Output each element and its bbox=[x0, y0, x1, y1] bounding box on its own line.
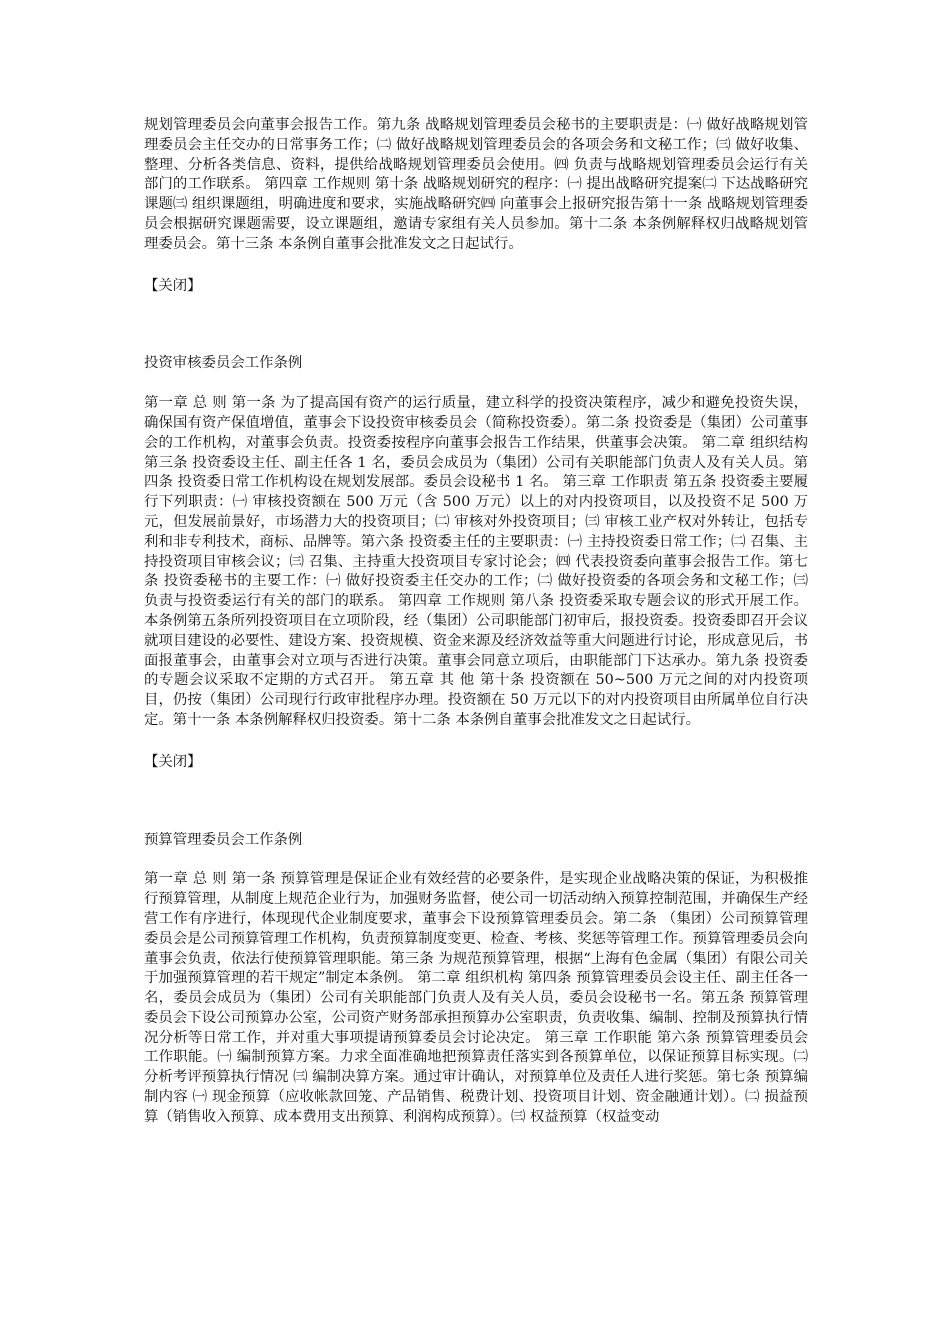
close-link-1[interactable]: 【关闭】 bbox=[144, 277, 202, 294]
section-2-body: 第一章 总 则 第一条 为了提高国有资产的运行质量，建立科学的投资决策程序，减少和避免投资失误，确保国有资产保值增值，董事会下设投资审核委员会（简称投资委）。第二条 投资委是（集团）公司董事会的工作机构，对董事会负责。投资委按程序向董事会报告工作结果，供董事会决策。 第二章 组织结构 第三条 投资委设主任、副主任各 1 名，委员会成员为（集团）公司有关职能部门负责人及有关人员。第四条 投资委日常工作机构设在规划发展部。委员会设秘书 1 名。 第三章 工作职责 第五条 投资委主要履行下列职责：㈠ 审核投资额在 500 万元（含 500 万元）以上的对内投资项目，以及投资不足 500 万元，但发展前景好，市场潜力大的投资项目；㈡ 审核对外投资项目；㈢ 审核工业产权对外转让，包括专利和非专利技术，商标、品牌等。第六条 投资委主任的主要职责：㈠ 主持投资委日常工作；㈡ 召集、主持投资项目审核会议；㈢ 召集、主持重大投资项目专家讨论会；㈣ 代表投资委向董事会报告工作。第七条 投资委秘书的主要工作：㈠ 做好投资委主任交办的工作；㈡ 做好投资委的各项会务和文秘工作；㈢ 负责与投资委运行有关的部门的联系。 第四章 工作规则 第八条 投资委采取专题会议的形式开展工作。本条例第五条所列投资项目在立项阶段，经（集团）公司职能部门初审后，报投资委。投资委即召开会议就项目建设的必要性、建设方案、投资规模、资金来源及经济效益等重大问题进行讨论，形成意见后，书面报董事会，由董事会对立项与否进行决策。董事会同意立项后，由职能部门下达承办。第九条 投资委的专题会议采取不定期的方式召开。 第五章 其 他 第十条 投资额在 50~500 万元之间的对内投资项目，仍按（集团）公司现行行政审批程序办理。投资额在 50 万元以下的对内投资项目由所属单位自行决定。第十一条 本条例解释权归投资委。第十二条 本条例自董事会批准发文之日起试行。 bbox=[144, 395, 808, 728]
section-2-title: 投资审核委员会工作条例 bbox=[144, 355, 303, 372]
section-1-body: 规划管理委员会向董事会报告工作。第九条 战略规划管理委员会秘书的主要职责是：㈠ 做好战略规划管理委员会主任交办的日常事务工作；㈡ 做好战略规划管理委员会的各项会务和文秘工作；㈢ 做好收集、整理、分析各类信息、资料，提供给战略规划管理委员会使用。㈣ 负责与战略规划管理委员会运行有关部门的工作联系。 第四章 工作规则 第十条 战略规划研究的程序：㈠ 提出战略研究提案㈡ 下达战略研究课题㈢ 组织课题组，明确进度和要求，实施战略研究㈣ 向董事会上报研究报告第十一条 战略规划管理委员会根据研究课题需要，设立课题组，邀请专家组有关人员参加。第十二条 本条例解释权归战略规划管理委员会。第十三条 本条例自董事会批准发文之日起试行。 bbox=[144, 117, 808, 252]
document-page bbox=[144, 116, 808, 1128]
section-3-body: 第一章 总 则 第一条 预算管理是保证企业有效经营的必要条件，是实现企业战略决策的保证，为积极推行预算管理，从制度上规范企业行为，加强财务监督，使公司一切活动纳入预算控制范围，并确保生产经营工作有序进行，体现现代企业制度要求，董事会下设预算管理委员会。第二条 （集团）公司预算管理委员会是公司预算管理工作机构，负责预算制度变更、检查、考核、奖惩等管理工作。预算管理委员会向董事会负责，依法行使预算管理职能。第三条 为规范预算管理，根据“上海有色金属（集团）有限公司关于加强预算管理的若干规定”制定本条例。 第二章 组织机构 第四条 预算管理委员会设主任、副主任各一名，委员会成员为（集团）公司有关职能部门负责人及有关人员，委员会设秘书一名。第五条 预算管理委员会下设公司预算办公室，公司资产财务部承担预算办公室职责，负责收集、编制、控制及预算执行情况分析等日常工作，并对重大事项提请预算委员会讨论决定。 第三章 工作职能 第六条 预算管理委员会工作职能。㈠ 编制预算方案。力求全面准确地把预算责任落实到各预算单位，以保证预算目标实现。㈡ 分析考评预算执行情况 ㈢ 编制决算方案。通过审计确认，对预算单位及责任人进行奖惩。第七条 预算编制内容 ㈠ 现金预算（应收帐款回笼、产品销售、税费计划、投资项目计划、资金融通计划）。㈡ 损益预算（销售收入预算、成本费用支出预算、利润构成预算）。㈢ 权益预算（权益变动 bbox=[144, 871, 808, 1125]
close-link-2[interactable]: 【关闭】 bbox=[144, 753, 202, 770]
section-3-title: 预算管理委员会工作条例 bbox=[144, 831, 303, 848]
